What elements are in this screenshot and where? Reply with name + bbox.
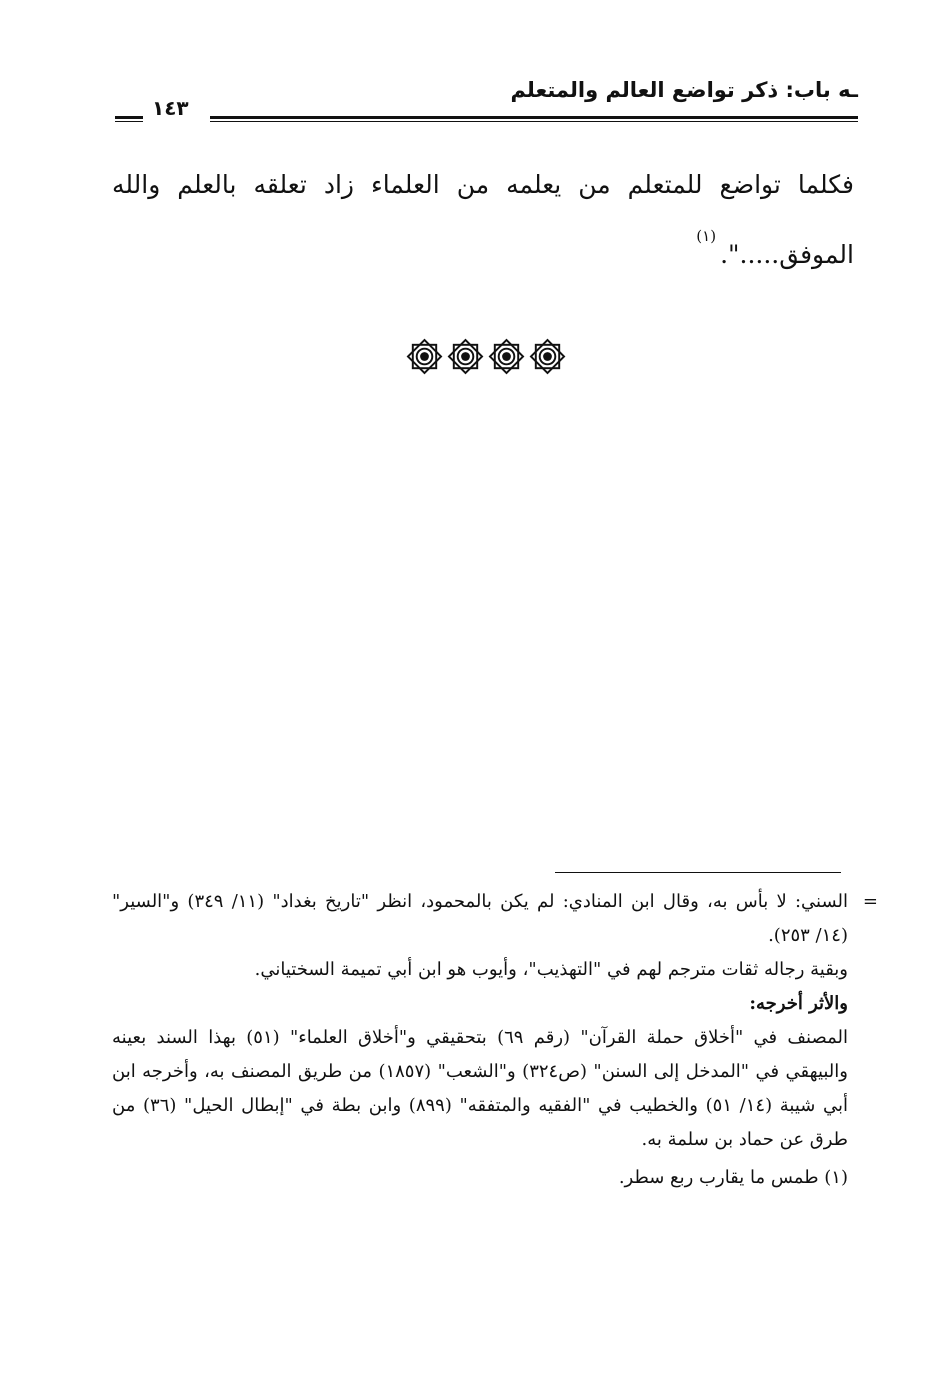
footnote-1: (١) طمس ما يقارب ربع سطر.: [618, 1167, 848, 1188]
footnote-separator: [555, 872, 841, 873]
octagram-flower-icon: [487, 337, 526, 376]
footnote-continuation: [112, 885, 878, 953]
page-number: ١٤٣: [152, 96, 189, 120]
footnote-reference: (١): [696, 227, 717, 245]
footnotes: [112, 885, 878, 1195]
main-paragraph: [112, 150, 854, 293]
footnote-line-2: وبقية رجاله ثقات مترجم لهم في "التهذيب"، وأيوب هو ابن أبي تميمة السختياني.: [254, 959, 848, 980]
continuation-mark: =: [862, 891, 878, 912]
header-rule: [210, 116, 858, 122]
footnote-line-1: السني: لا بأس به، وقال ابن المنادي: لم يكن بالمحمود، انظر "تاريخ بغداد" (١١/ ٣٤٩) و"السير" (١٤/ ٢٥٣).: [112, 891, 848, 946]
footnote-heading: والأثر أخرجه:: [749, 993, 848, 1014]
section-ornament: [405, 337, 569, 377]
octagram-flower-icon: [446, 337, 485, 376]
main-paragraph-text: فكلما تواضع للمتعلم من يعلمه من العلماء زاد تعلقه بالعلم والله الموفق.....".: [112, 170, 854, 269]
octagram-flower-icon: [405, 337, 444, 376]
chapter-title: ـه باب: ذكر تواضع العالم والمتعلم: [510, 78, 858, 102]
footnote-line-3: المصنف في "أخلاق حملة القرآن" (رقم ٦٩) بتحقيقي و"أخلاق العلماء" (٥١) بهذا السند بعينه والبيهقي في "المدخل إلى السنن" (ص٣٢٤) و"الشعب" (١٨٥٧) من طريق المصنف به، وأخرجه ابن أبي شيبة (١٤/ ٥١) والخطيب في "الفقيه والمتفقه" (٨٩٩) وابن بطة في "إبطال الحيل" (٣٦) من طرق عن حماد بن سلمة به.: [112, 1027, 848, 1150]
octagram-flower-icon: [528, 337, 567, 376]
page-number-rule: [115, 116, 143, 122]
